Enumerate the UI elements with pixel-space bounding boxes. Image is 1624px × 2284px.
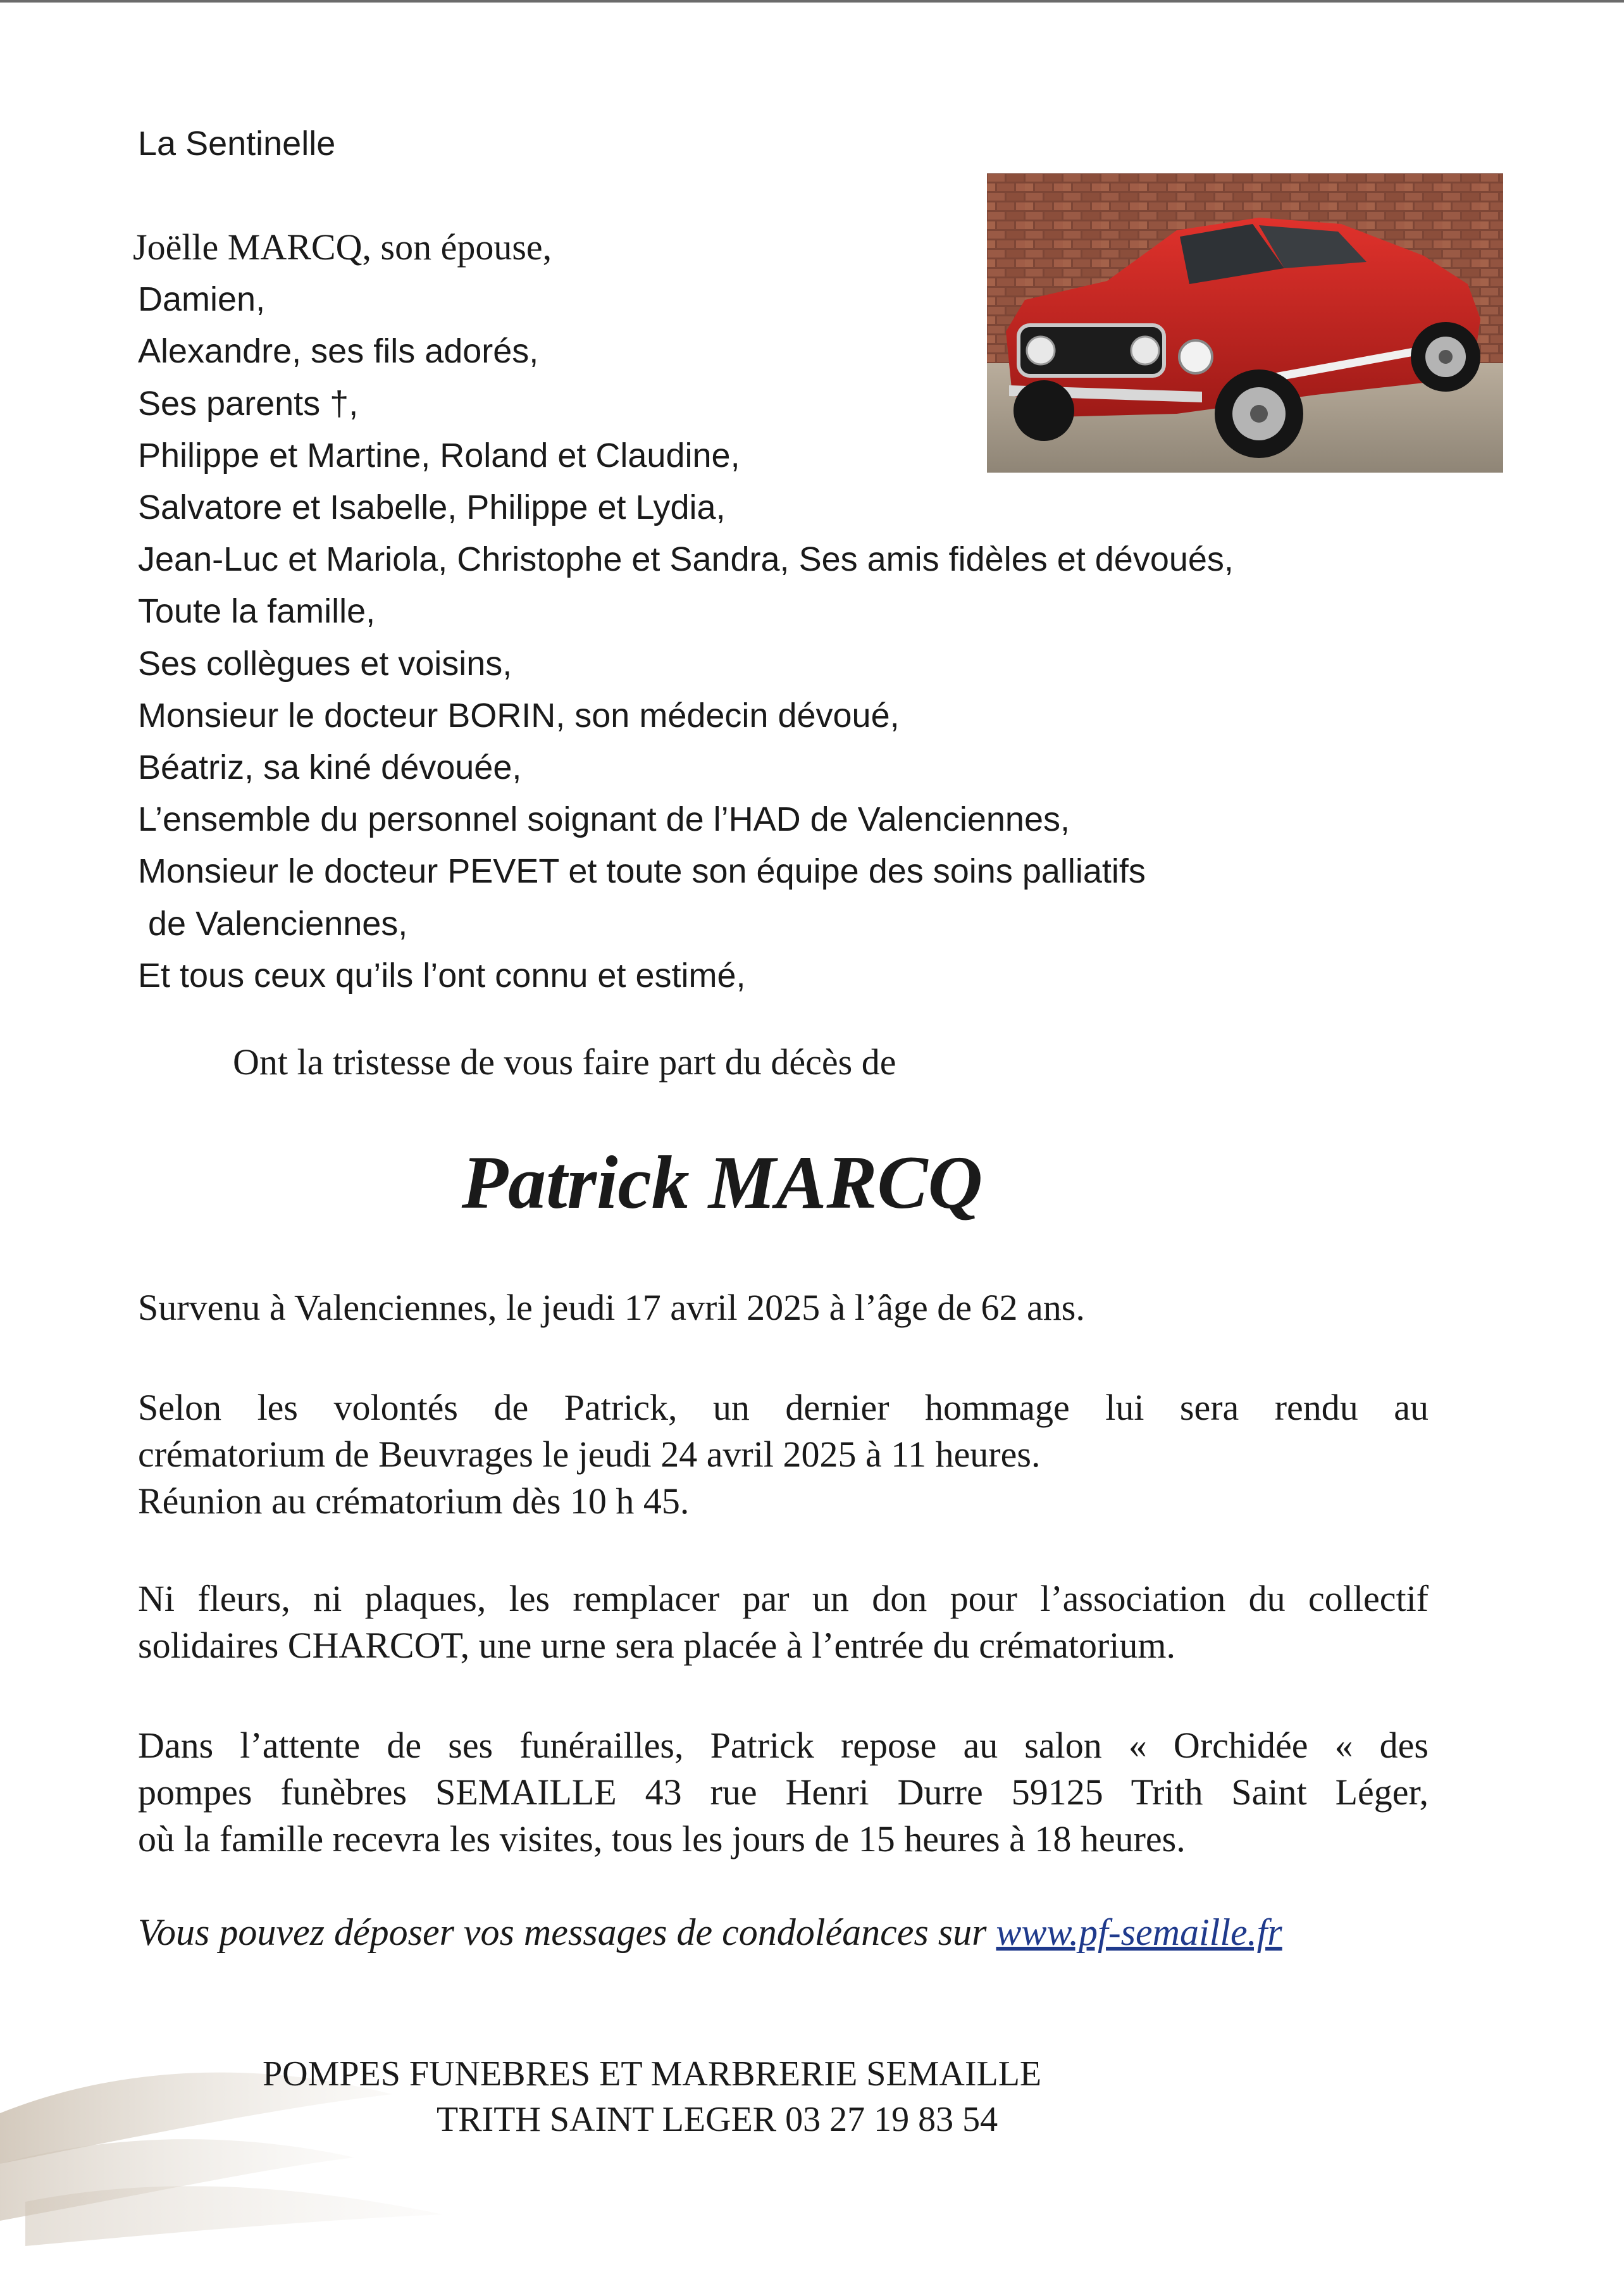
paragraph-line: crématorium de Beuvrages le jeudi 24 avril 2025 à 11 heures. <box>138 1434 1041 1475</box>
family-line: Ses collègues et voisins, <box>138 644 512 683</box>
family-line: Monsieur le docteur BORIN, son médecin dévoué, <box>138 696 900 735</box>
publication-name: La Sentinelle <box>138 125 336 163</box>
condolences-text: Vous pouvez déposer vos messages de condoléances sur <box>138 1911 996 1953</box>
family-line: Toute la famille, <box>138 592 376 631</box>
condolences-line <box>138 1911 1282 1954</box>
family-line: Et tous ceux qu’ils l’ont connu et estimé, <box>138 956 746 995</box>
family-line: Joëlle MARCQ, son épouse, <box>133 227 552 268</box>
footer-contact: TRITH SAINT LEGER 03 27 19 83 54 <box>437 2100 998 2139</box>
condolences-link[interactable]: www.pf-semaille.fr <box>996 1911 1282 1953</box>
family-line: de Valenciennes, <box>148 904 408 943</box>
paragraph-line: Réunion au crématorium dès 10 h 45. <box>138 1480 690 1522</box>
deceased-name: Patrick MARCQ <box>461 1140 983 1224</box>
scan-top-border <box>0 0 1624 3</box>
paragraph-line: Selon les volontés de Patrick, un dernier hommage lui sera rendu au <box>138 1387 1429 1428</box>
death-info <box>138 1284 1429 1331</box>
family-line: L’ensemble du personnel soignant de l’HAD de Valenciennes, <box>138 800 1070 839</box>
paragraph-line: où la famille recevra les visites, tous les jours de 15 heures à 18 heures. <box>138 1818 1186 1859</box>
visits-paragraph <box>138 1722 1429 1863</box>
family-line: Salvatore et Isabelle, Philippe et Lydia, <box>138 488 726 527</box>
flowers-paragraph <box>138 1575 1429 1669</box>
family-line: Damien, <box>138 280 266 319</box>
family-line: Jean-Luc et Mariola, Christophe et Sandra, Ses amis fidèles et dévoués, <box>138 540 1234 579</box>
announcement-text: Ont la tristesse de vous faire part du décès de <box>233 1041 896 1083</box>
red-car-image <box>987 173 1503 473</box>
ceremony-paragraph <box>138 1384 1429 1525</box>
paragraph-line: Dans l’attente de ses funérailles, Patrick repose au salon « Orchidée « des <box>138 1725 1429 1766</box>
family-line: Ses parents †, <box>138 384 359 423</box>
family-line: Philippe et Martine, Roland et Claudine, <box>138 436 740 475</box>
family-line: Monsieur le docteur PEVET et toute son équipe des soins palliatifs <box>138 852 1146 891</box>
paragraph-line: solidaires CHARCOT, une urne sera placée à l’entrée du crématorium. <box>138 1625 1176 1666</box>
car-photo <box>987 173 1503 473</box>
death-info-text: Survenu à Valenciennes, le jeudi 17 avril 2025 à l’âge de 62 ans. <box>138 1287 1085 1328</box>
family-line: Béatriz, sa kiné dévouée, <box>138 748 522 787</box>
footer-company: POMPES FUNEBRES ET MARBRERIE SEMAILLE <box>263 2054 1042 2094</box>
paragraph-line: pompes funèbres SEMAILLE 43 rue Henri Durre 59125 Trith Saint Léger, <box>138 1772 1429 1813</box>
paragraph-line: Ni fleurs, ni plaques, les remplacer par un don pour l’association du collectif <box>138 1578 1429 1619</box>
family-line: Alexandre, ses fils adorés, <box>138 332 539 371</box>
